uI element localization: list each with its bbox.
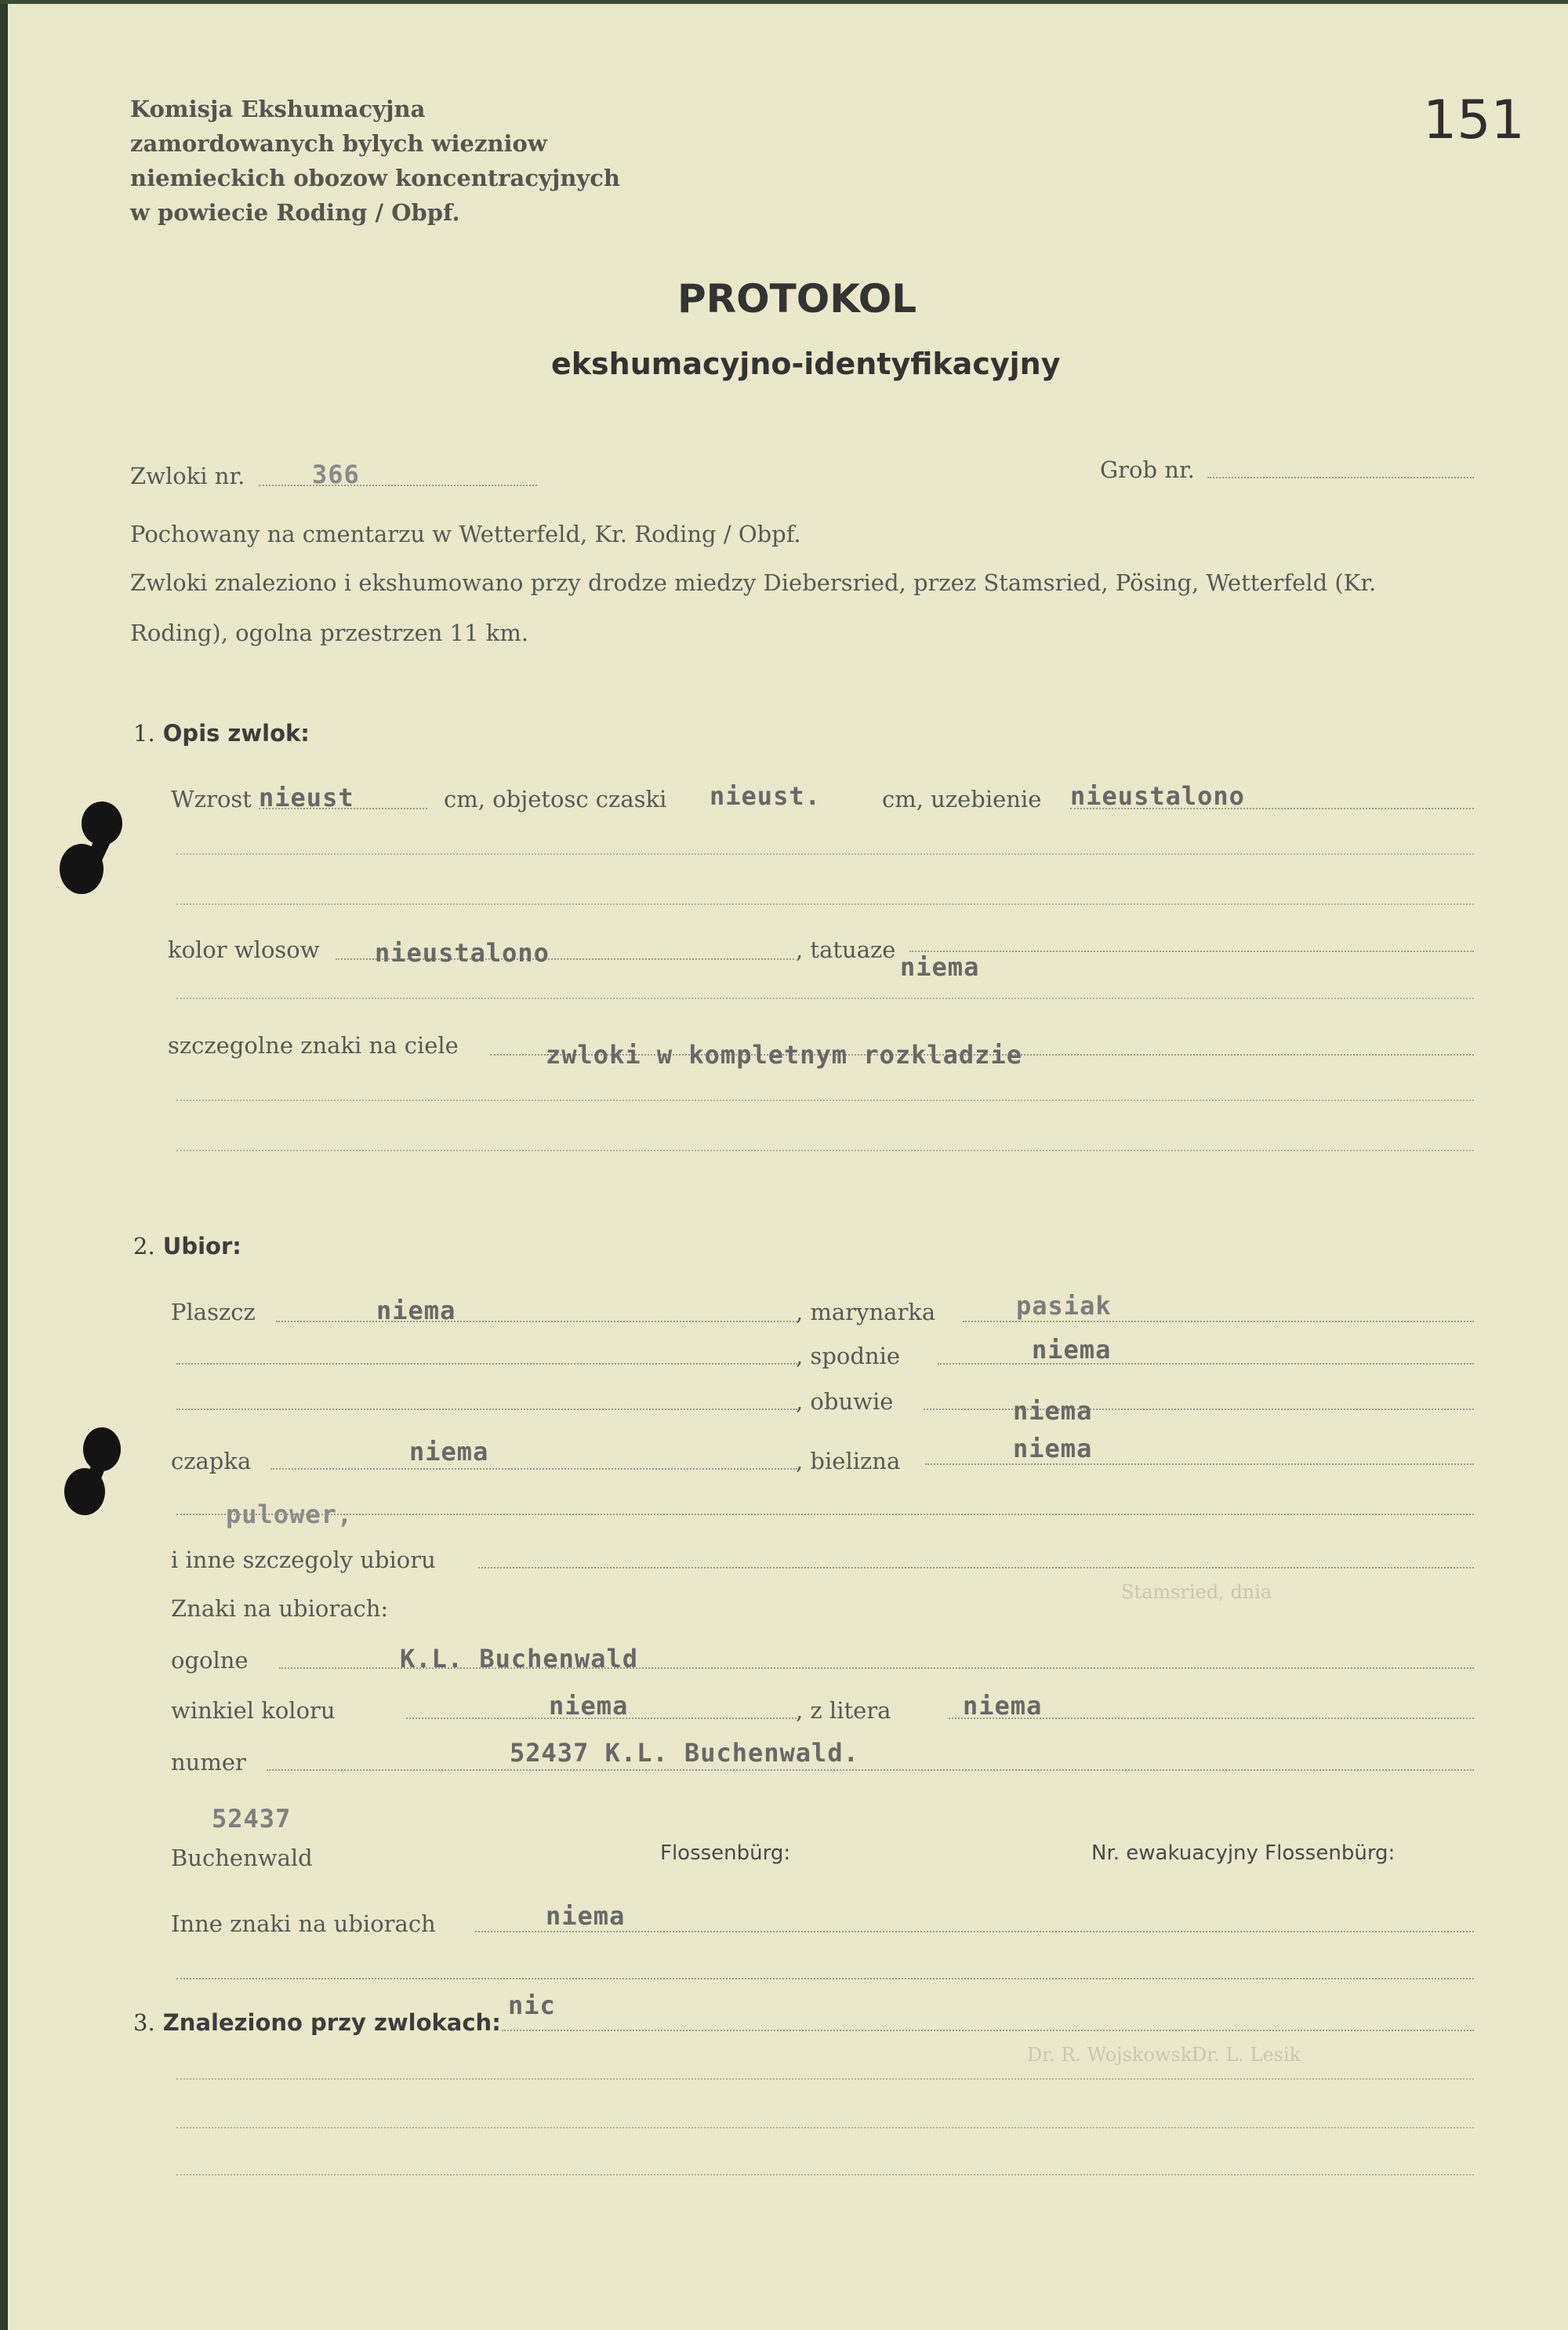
szczegolne-znaki-value: zwloki w kompletnym rozkladzie bbox=[546, 1040, 1022, 1070]
uzebienie-label: cm, uzebienie bbox=[882, 786, 1042, 812]
blank-line bbox=[176, 853, 1474, 855]
z-litera-label: , z litera bbox=[796, 1697, 891, 1724]
document-subtitle: ekshumacyjno-identyfikacyjny bbox=[551, 347, 1061, 381]
czaska-label: cm, objetosc czaski bbox=[444, 786, 667, 812]
bleed-through-text: Dr. L. Lesik bbox=[1192, 2044, 1301, 2066]
blank-line bbox=[176, 2078, 1474, 2080]
burial-location-line: Pochowany na cmentarzu w Wetterfeld, Kr. Roding / Obpf. bbox=[130, 521, 801, 547]
ogolne-label: ogolne bbox=[171, 1647, 249, 1674]
winkiel-value: niema bbox=[549, 1691, 629, 1721]
page-edge-shadow bbox=[0, 0, 8, 2330]
blank-line bbox=[176, 1100, 1474, 1101]
tatuaze-label: , tatuaze bbox=[796, 936, 896, 963]
pulower-value: pulower, bbox=[226, 1499, 354, 1529]
section-3-dotted-line bbox=[502, 2030, 1474, 2031]
blank-line bbox=[176, 2174, 1474, 2176]
plaszcz-label: Plaszcz bbox=[171, 1299, 256, 1325]
bleed-through-text: Dr. R. Wojskowski bbox=[1027, 2044, 1198, 2066]
blank-line bbox=[176, 903, 1474, 905]
blank-line bbox=[176, 2127, 1474, 2128]
plaszcz-dotted-line bbox=[276, 1321, 797, 1322]
org-line-2: zamordowanych bylych wiezniow bbox=[130, 130, 547, 157]
czaska-value: nieust. bbox=[710, 781, 821, 811]
found-location-line: Zwloki znaleziono i ekshumowano przy drodze miedzy Diebersried, przez Stamsried, Pösing, Wetterfeld (Kr. bbox=[130, 569, 1377, 596]
inne-znaki-value: niema bbox=[546, 1901, 626, 1931]
blank-line bbox=[176, 998, 1474, 999]
org-line-4: w powiecie Roding / Obpf. bbox=[130, 199, 460, 226]
obuwie-dotted-line bbox=[924, 1409, 1474, 1410]
numer-value: 52437 K.L. Buchenwald. bbox=[510, 1738, 859, 1768]
marynarka-value: pasiak bbox=[1016, 1291, 1112, 1321]
marynarka-label: , marynarka bbox=[796, 1299, 936, 1325]
spodnie-dotted-line bbox=[938, 1363, 1474, 1365]
winkiel-label: winkiel koloru bbox=[171, 1697, 336, 1724]
ewakuacyjny-stamp: Nr. ewakuacyjny Flossenbürg: bbox=[1091, 1841, 1396, 1865]
zwloki-nr-value: 366 bbox=[312, 460, 360, 489]
czapka-label: czapka bbox=[171, 1448, 252, 1474]
section-3-number: 3. bbox=[133, 2009, 155, 2036]
spodnie-label: , spodnie bbox=[796, 1343, 901, 1369]
buchenwald-label: Buchenwald bbox=[171, 1845, 313, 1871]
grob-nr-dotted-line bbox=[1207, 477, 1474, 478]
blank-line bbox=[176, 1363, 797, 1365]
tatuaze-value: niema bbox=[900, 952, 980, 982]
section-2-heading bbox=[133, 1233, 241, 1260]
punch-hole-mark-icon bbox=[49, 798, 135, 900]
bielizna-value: niema bbox=[1013, 1434, 1093, 1463]
section-2-title: Ubior: bbox=[162, 1233, 241, 1260]
grob-nr-label: Grob nr. bbox=[1100, 456, 1195, 483]
section-3-title: Znaleziono przy zwlokach: bbox=[162, 2009, 501, 2036]
document-title: PROTOKOL bbox=[677, 276, 917, 322]
obuwie-value: niema bbox=[1013, 1396, 1093, 1426]
org-line-3: niemieckich obozow koncentracyjnych bbox=[130, 165, 621, 191]
czapka-value: niema bbox=[409, 1437, 489, 1467]
kolor-wlosow-value: nieustalono bbox=[375, 938, 550, 968]
spodnie-value: niema bbox=[1032, 1335, 1112, 1365]
ogolne-value: K.L. Buchenwald bbox=[400, 1644, 638, 1674]
bielizna-label: , bielizna bbox=[796, 1448, 901, 1474]
inne-szczegoly-dotted-line bbox=[478, 1567, 1474, 1568]
czapka-dotted-line bbox=[270, 1468, 797, 1470]
blank-line bbox=[176, 1978, 1474, 1979]
bleed-through-text: Stamsried, dnia bbox=[1121, 1581, 1272, 1603]
numer-label: numer bbox=[171, 1749, 246, 1776]
page-number: 151 bbox=[1423, 89, 1525, 151]
flossenburg-stamp: Flossenbürg: bbox=[660, 1841, 791, 1865]
inne-znaki-dotted-line bbox=[475, 1931, 1474, 1932]
inne-znaki-label: Inne znaki na ubiorach bbox=[171, 1910, 436, 1937]
inne-szczegoly-label: i inne szczegoly ubioru bbox=[171, 1547, 436, 1573]
section-3-value: nic bbox=[508, 1990, 556, 2020]
blank-line bbox=[176, 1409, 797, 1410]
zwloki-nr-label: Zwloki nr. bbox=[130, 463, 245, 489]
uzebienie-value: nieustalono bbox=[1070, 781, 1245, 811]
marynarka-dotted-line bbox=[963, 1321, 1474, 1322]
org-line-1: Komisja Ekshumacyjna bbox=[130, 96, 426, 122]
znaki-na-ubiorach-label: Znaki na ubiorach: bbox=[171, 1595, 389, 1622]
section-1-heading bbox=[133, 720, 310, 747]
page-top-edge bbox=[0, 0, 1568, 4]
z-litera-value: niema bbox=[963, 1691, 1043, 1721]
buchenwald-number-value: 52437 bbox=[212, 1804, 292, 1834]
tatuaze-dotted-line bbox=[909, 951, 1474, 952]
plaszcz-value: niema bbox=[376, 1296, 456, 1325]
numer-dotted-line bbox=[267, 1769, 1474, 1771]
szczegolne-znaki-label: szczegolne znaki na ciele bbox=[168, 1032, 459, 1059]
kolor-wlosow-label: kolor wlosow bbox=[168, 936, 320, 963]
obuwie-label: , obuwie bbox=[796, 1388, 894, 1415]
bielizna-dotted-line bbox=[925, 1463, 1474, 1465]
section-1-number: 1. bbox=[133, 720, 155, 747]
found-location-line-cont: Roding), ogolna przestrzen 11 km. bbox=[130, 620, 529, 646]
section-1-title: Opis zwlok: bbox=[162, 720, 310, 747]
wzrost-label: Wzrost bbox=[171, 786, 252, 812]
wzrost-value: nieust bbox=[259, 783, 354, 812]
zwloki-nr-dotted-line bbox=[259, 485, 537, 486]
punch-hole-mark-icon bbox=[55, 1426, 133, 1520]
blank-line bbox=[176, 1514, 1474, 1515]
section-2-number: 2. bbox=[133, 1233, 155, 1260]
blank-line bbox=[176, 1150, 1474, 1151]
section-3-heading bbox=[133, 2009, 501, 2036]
